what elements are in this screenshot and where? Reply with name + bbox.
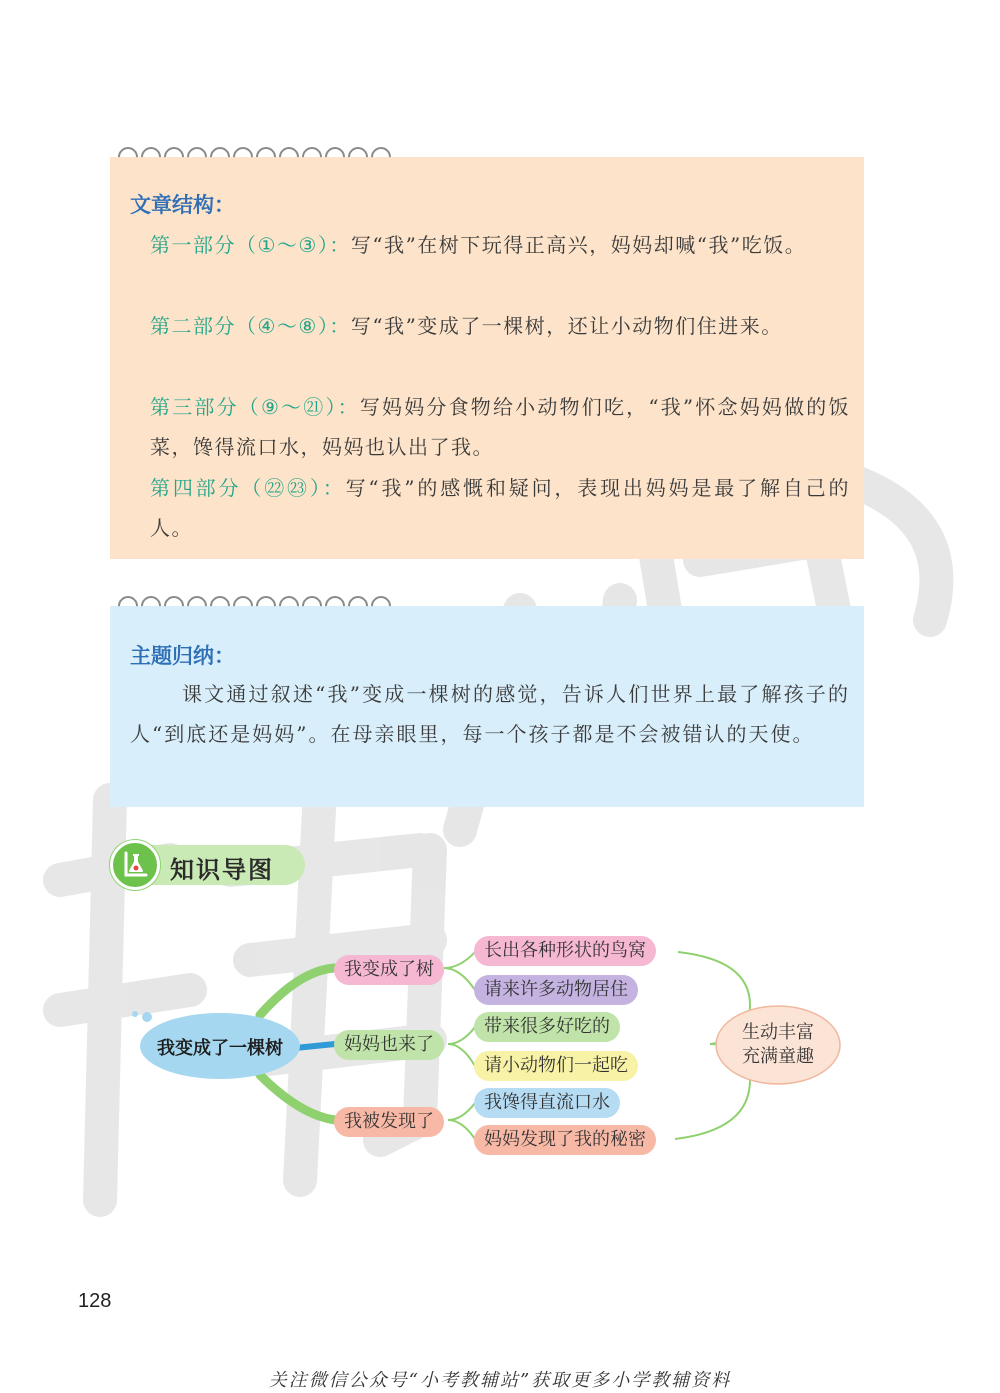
structure-part-2 (150, 306, 850, 346)
ring-icon (252, 592, 280, 620)
footer-note: 关注微信公众号“小考教辅站”获取更多小学教辅资料 (268, 1370, 732, 1391)
leaf-1-2: 请来许多动物居住 (474, 975, 638, 1005)
page-number: 128 (78, 1290, 112, 1312)
spiral-binding (118, 596, 391, 620)
spiral-binding (118, 147, 391, 171)
ring-icon (321, 592, 349, 620)
structure-part-3 (150, 387, 850, 467)
part-text: 写“我”的感慨和疑问，表现出妈妈是最了解自己的人。 (150, 476, 850, 540)
structure-part-4 (150, 468, 850, 548)
branch-2: 妈妈也来了 (334, 1030, 444, 1060)
ring-icon (160, 592, 188, 620)
ring-icon (137, 592, 165, 620)
leaf-2-2: 请小动物们一起吃 (474, 1051, 638, 1081)
ring-icon (114, 592, 142, 620)
ring-icon (367, 592, 395, 620)
leaf-3-2: 妈妈发现了我的秘密 (474, 1125, 656, 1155)
theme-card (110, 606, 864, 807)
ring-icon (206, 592, 234, 620)
ring-icon (344, 143, 372, 171)
ring-icon (321, 143, 349, 171)
ring-icon (183, 143, 211, 171)
part-text: 写“我”变成了一棵树，还让小动物们住进来。 (350, 314, 783, 338)
ring-icon (298, 592, 326, 620)
mind-map (110, 920, 870, 1170)
ring-icon (275, 143, 303, 171)
mind-map-center: 我变成了一棵树 (157, 1038, 283, 1059)
branch-1: 我变成了树 (334, 955, 444, 985)
ring-icon (275, 592, 303, 620)
leaf-2-1: 带来很多好吃的 (474, 1012, 620, 1042)
part-text: 写“我”在树下玩得正高兴，妈妈却喊“我”吃饭。 (350, 233, 807, 257)
theme-heading: 主题归纳： (130, 644, 235, 668)
ring-icon (367, 143, 395, 171)
ring-icon (252, 143, 280, 171)
mind-map-summary (722, 1021, 834, 1069)
structure-card (110, 157, 864, 559)
knowledge-map-title: 知识导图 (170, 856, 274, 884)
ring-icon (298, 143, 326, 171)
part-label: 第三部分（⑨～㉑）： (150, 395, 360, 419)
flask-icon (110, 840, 160, 890)
ring-icon (206, 143, 234, 171)
leaf-3-1: 我馋得直流口水 (474, 1088, 620, 1118)
ring-icon (160, 143, 188, 171)
part-label: 第四部分（㉒㉓）： (150, 476, 346, 500)
part-label: 第二部分（④～⑧）： (150, 314, 351, 338)
part-text: 写妈妈分食物给小动物们吃，“我”怀念妈妈做的饭菜，馋得流口水，妈妈也认出了我。 (150, 395, 850, 459)
ring-icon (229, 592, 257, 620)
leaf-1-1: 长出各种形状的鸟窝 (474, 936, 656, 966)
part-label: 第一部分（①～③）： (150, 233, 351, 257)
ring-icon (183, 592, 211, 620)
ring-icon (137, 143, 165, 171)
structure-heading: 文章结构： (130, 193, 235, 217)
knowledge-map-header (110, 840, 310, 890)
summary-line-1: 生动丰富 (742, 1022, 814, 1043)
branch-3: 我被发现了 (334, 1107, 444, 1137)
structure-part-1 (150, 225, 850, 265)
summary-line-2: 充满童趣 (742, 1046, 814, 1067)
ring-icon (114, 143, 142, 171)
theme-text: 课文通过叙述“我”变成一棵树的感觉，告诉人们世界上最了解孩子的人“到底还是妈妈”。在母亲眼里，每一个孩子都是不会被错认的天使。 (130, 682, 850, 746)
ring-icon (344, 592, 372, 620)
ring-icon (229, 143, 257, 171)
